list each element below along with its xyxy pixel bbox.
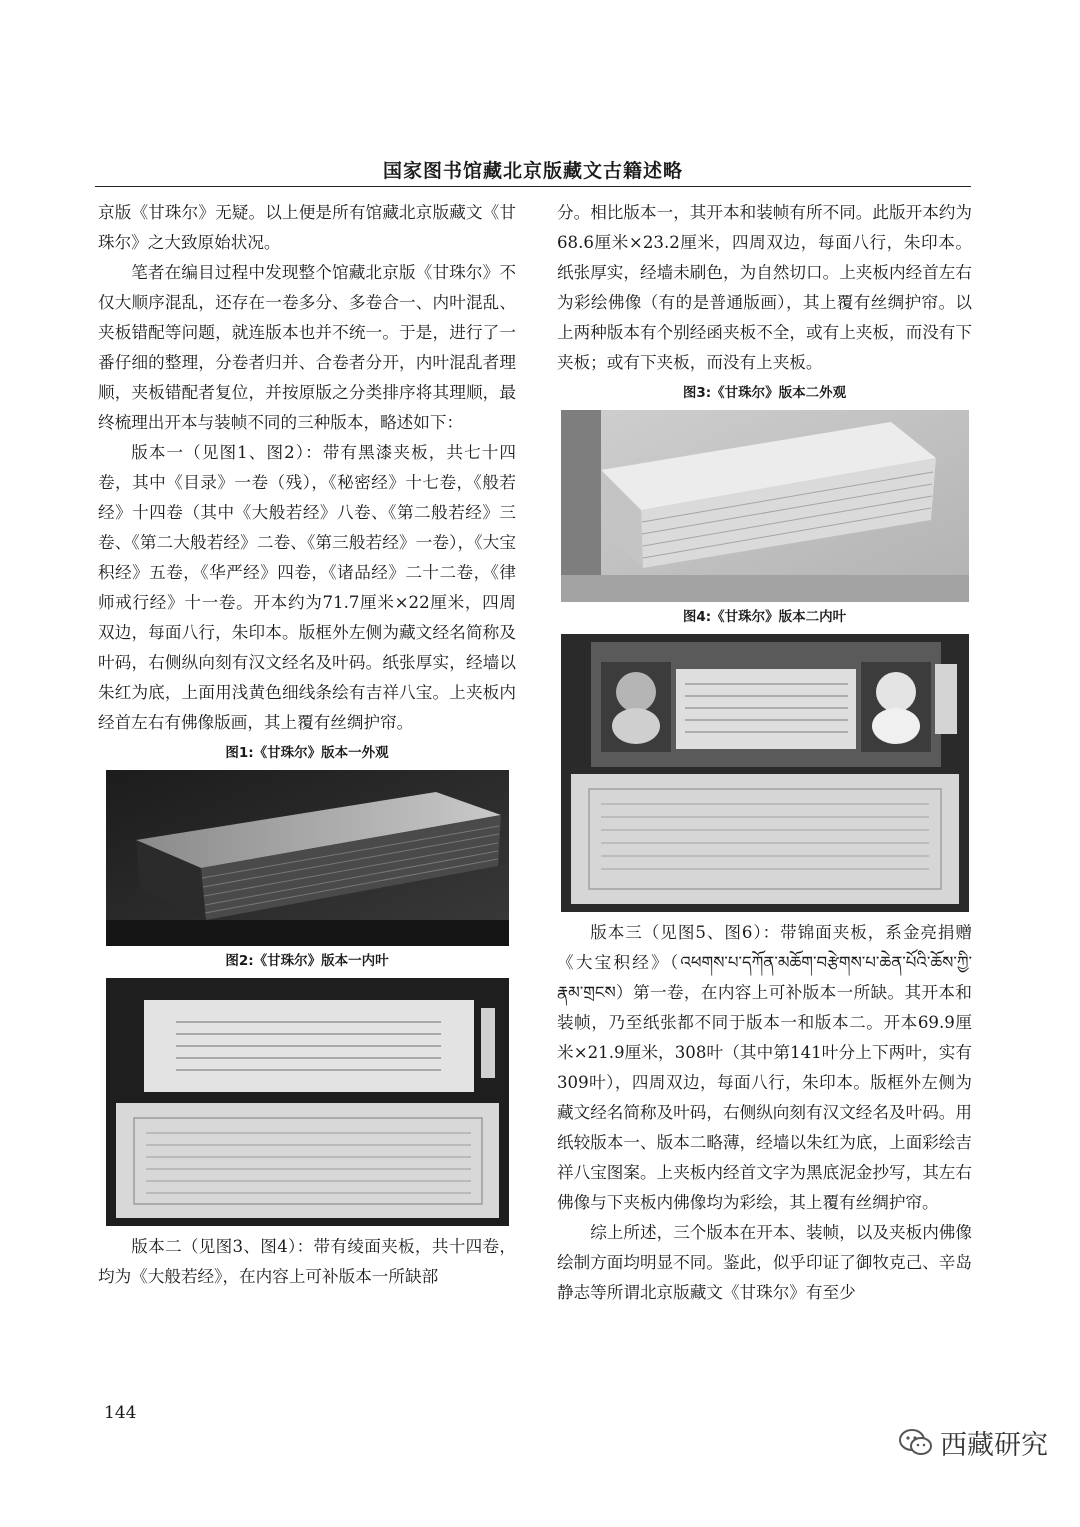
paragraph: 分。相比版本一，其开本和装帧有所不同。此版开本约为68.6厘米×23.2厘米，四周双边，每面八行，朱印本。纸张厚实，经墙未刷色，为自然切口。上夹板内经首左右为彩绘佛像（有的是普通版画），其上覆有丝绸护帘。以上两种版本有个别经函夹板不全，或有上夹板，而没有下夹板；或有下夹板，而没有上夹板。	[557, 203, 972, 372]
wechat-icon	[898, 1428, 934, 1458]
figure-1-photo	[106, 770, 509, 946]
figure-caption: 图1:《甘珠尔》版本一外观	[225, 745, 389, 761]
figure-2-photo	[106, 978, 509, 1226]
book-exterior-image	[106, 770, 509, 946]
left-column	[98, 198, 516, 1292]
running-header	[95, 150, 971, 187]
page-number: 144	[104, 1403, 137, 1423]
figure-3-photo	[561, 410, 969, 602]
book-exterior-image	[561, 410, 969, 602]
paragraph: 京版《甘珠尔》无疑。以上便是所有馆藏北京版藏文《甘珠尔》之大致原始状况。	[98, 203, 516, 252]
paragraph: 版本三（见图5、图6）：带锦面夹板，系金亮捐赠《大宝积经》（འཕགས་པ་དཀོན་མཆོག་བརྩེགས་པ་ཆེན་པོའི་ཆོས་ཀྱི་རྣམ་གྲངས）第一卷，在内容上可补版本一所缺。其开本和装帧，乃至纸张都不同于版本一和版本二。开本69.9厘米×21.9厘米，308叶（其中第141叶分上下两叶，实有309叶），四周双边，每面八行，朱印本。版框外左侧为藏文经名简称及叶码，右侧纵向刻有汉文经名及叶码。用纸较版本一、版本二略薄，经墙以朱红为底，上面彩绘吉祥八宝图案。上夹板内经首文字为黑底泥金抄写，其左右佛像与下夹板内佛像均为彩绘，其上覆有丝绸护帘。	[557, 923, 972, 1212]
paragraph: 笔者在编目过程中发现整个馆藏北京版《甘珠尔》不仅大顺序混乱，还存在一卷多分、多卷合一、内叶混乱、夹板错配等问题，就连版本也并不统一。于是，进行了一番仔细的整理，分卷者归并、合卷者分开，内叶混乱者理顺，夹板错配者复位，并按原版之分类排序将其理顺，最终梳理出开本与装帧不同的三种版本，略述如下：	[98, 263, 516, 432]
figure-4-photo	[561, 634, 969, 912]
header-title: 国家图书馆藏北京版藏文古籍述略	[382, 160, 683, 182]
watermark	[898, 1423, 1048, 1462]
figure-caption: 图4:《甘珠尔》版本二内叶	[682, 609, 847, 625]
figure-caption: 图2:《甘珠尔》版本一内叶	[225, 953, 389, 969]
inner-leaf-image	[561, 634, 969, 912]
paragraph: 版本一（见图1、图2）：带有黑漆夹板，共七十四卷，其中《目录》一卷（残），《秘密经》十七卷，《般若经》十四卷（其中《大般若经》八卷、《第二般若经》三卷、《第二大般若经》二卷、《第三般若经》一卷），《大宝积经》五卷，《华严经》四卷，《诸品经》二十二卷，《律师戒行经》十一卷。开本约为71.7厘米×22厘米，四周双边，每面八行，朱印本。版框外左侧为藏文经名简称及叶码，右侧纵向刻有汉文经名及叶码。纸张厚实，经墙以朱红为底，上面用浅黄色细线条绘有吉祥八宝。上夹板内经首左右有佛像版画，其上覆有丝绸护帘。	[98, 443, 516, 732]
paragraph: 综上所述，三个版本在开本、装帧，以及夹板内佛像绘制方面均明显不同。鉴此，似乎印证了御牧克己、辛岛静志等所谓北京版藏文《甘珠尔》有至少	[557, 1223, 972, 1302]
paragraph: 版本二（见图3、图4）：带有绫面夹板，共十四卷，均为《大般若经》，在内容上可补版本一所缺部	[98, 1237, 516, 1286]
figure-caption: 图3:《甘珠尔》版本二外观	[682, 385, 847, 401]
watermark-text: 西藏研究	[940, 1430, 1048, 1461]
inner-leaf-image	[106, 978, 509, 1226]
right-column	[557, 198, 972, 1308]
